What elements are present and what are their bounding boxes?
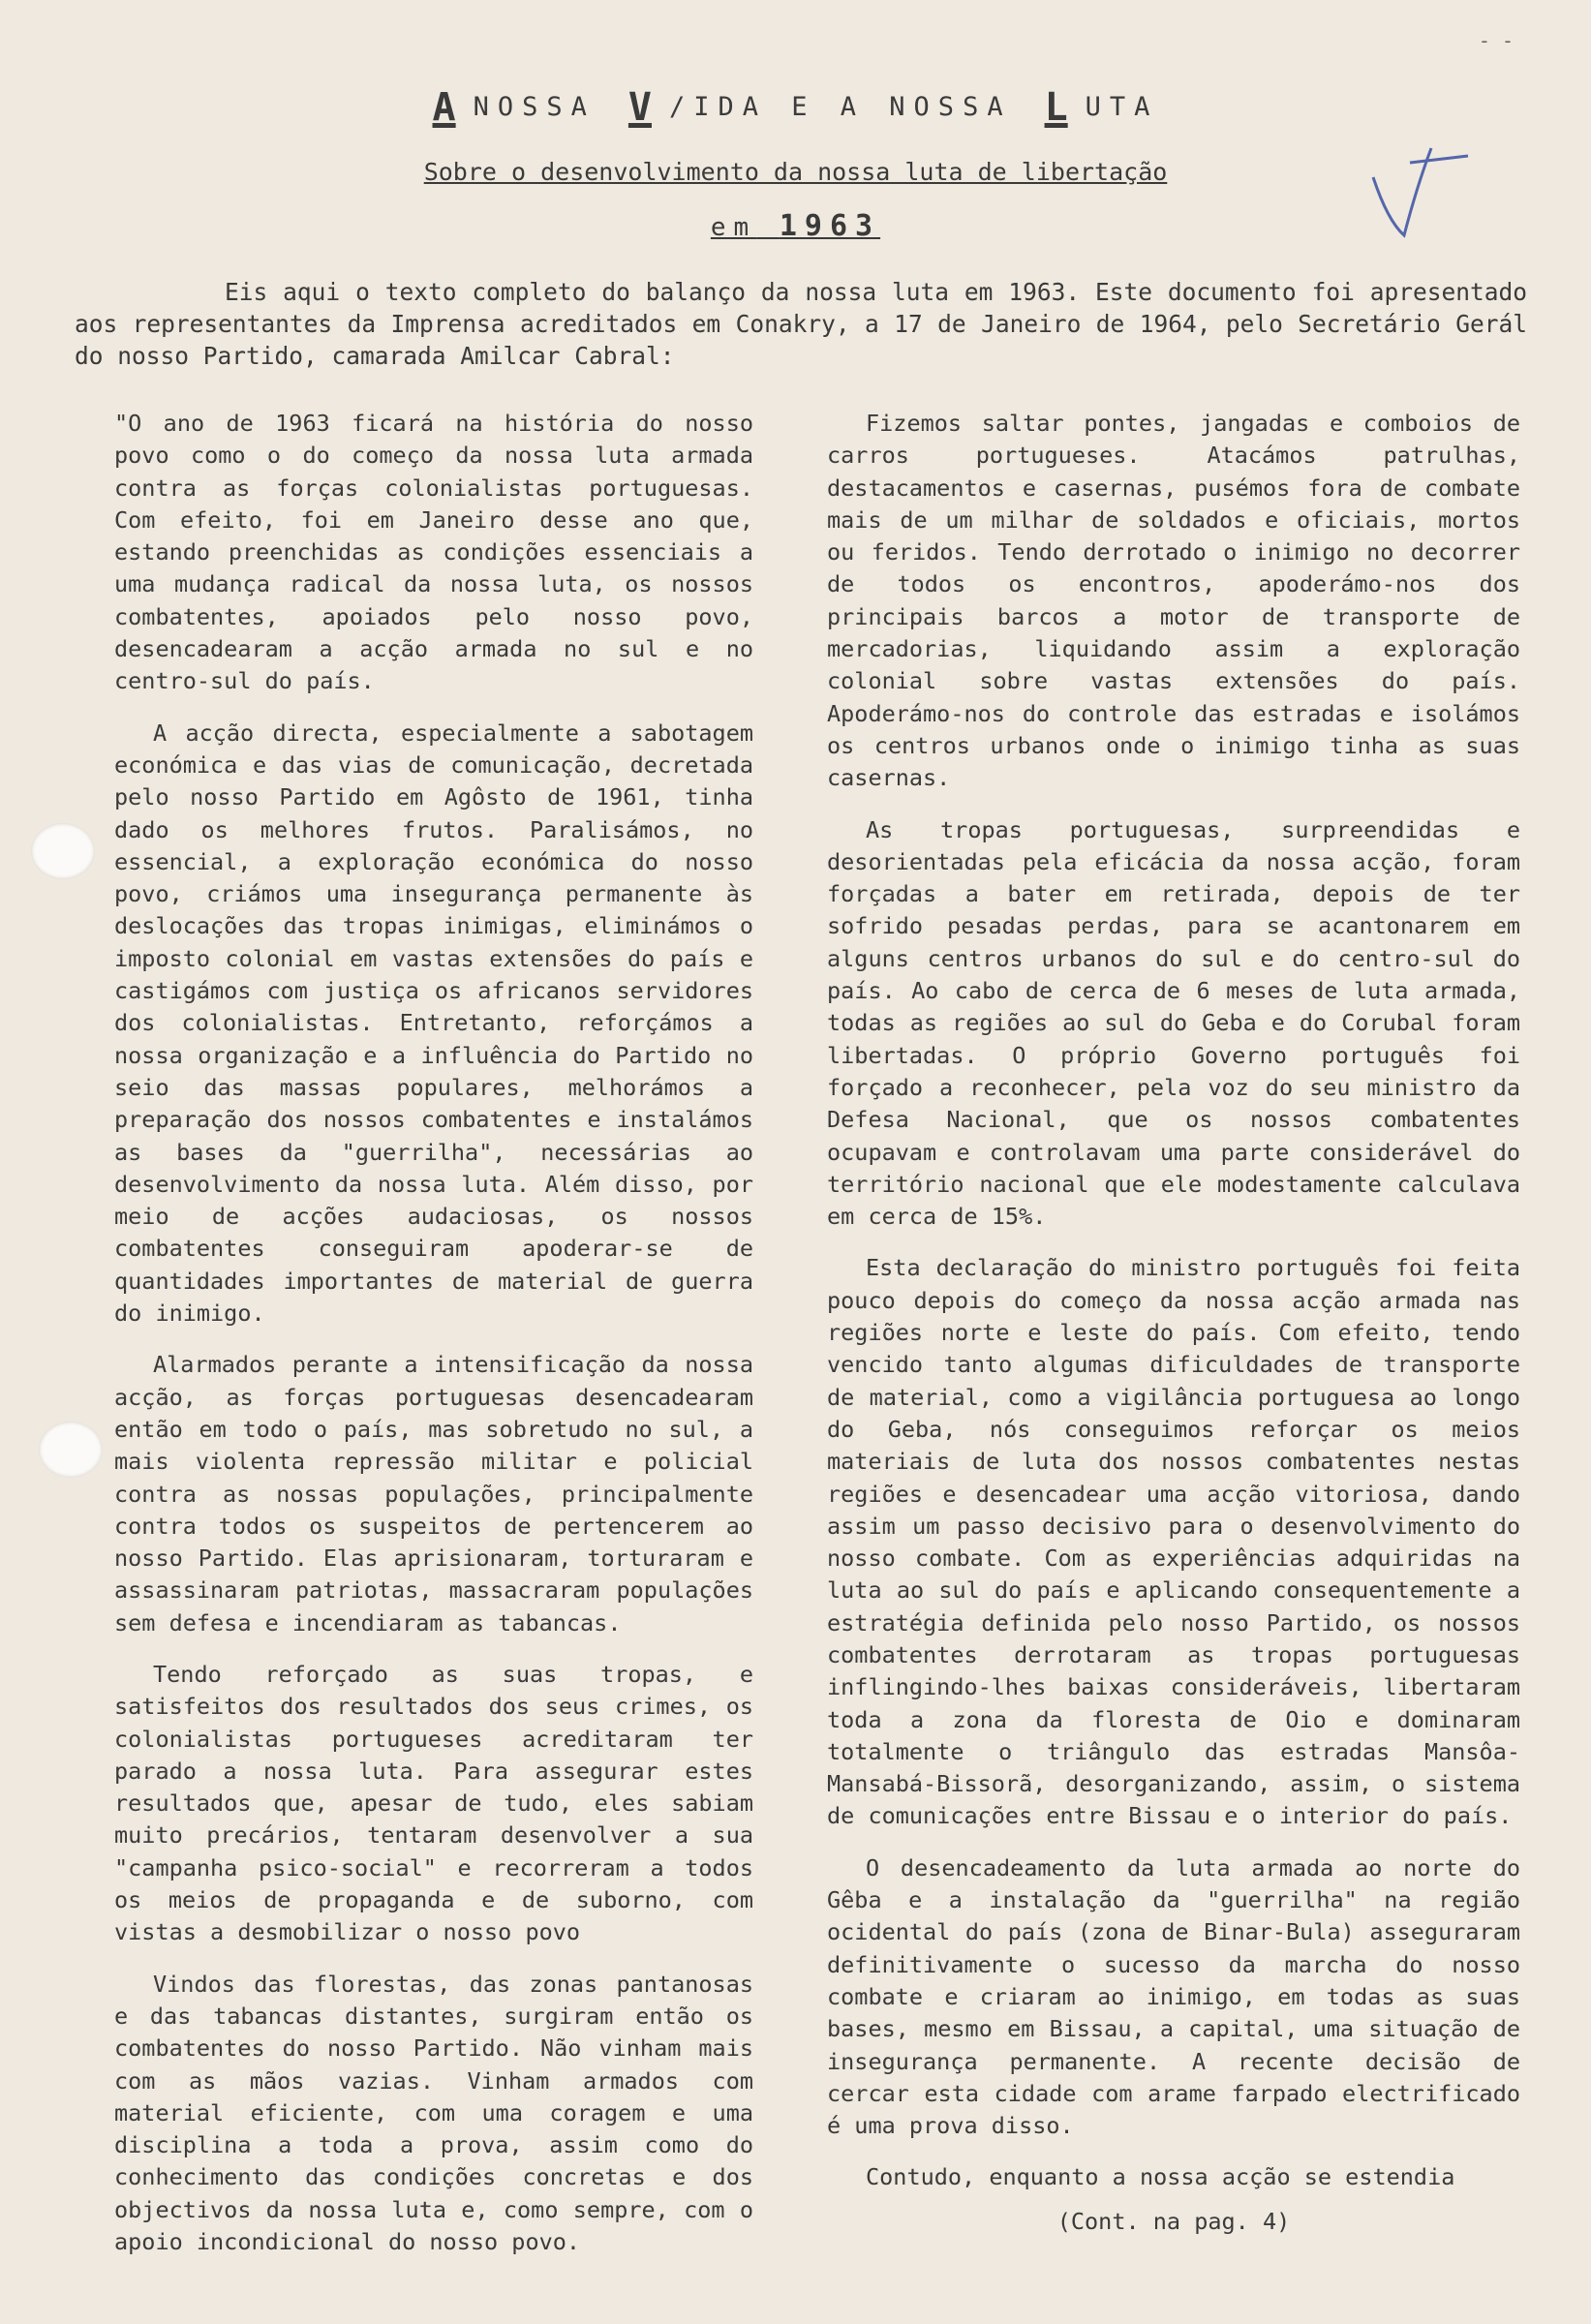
year-prefix: em [710,213,757,242]
article-year [0,209,1591,243]
masthead-word-nossa: NOSSA [473,92,596,122]
left-paragraph: Tendo reforçado as suas tropas, e satisfeitos dos resultados dos seus crimes, os colonialistas portugueses acreditaram ter parado a nossa luta. Para assegurar estes resultados que, apesar de tudo, eles sabiam muito precários, tentaram desenvolver a sua "campanha psico-social" e recorreram a todos os meios de propaganda e de suborno, com vistas a desmobilizar o nosso povo [114,1660,753,1946]
corner-mark: - - [1478,29,1514,52]
masthead-initial-l: L [1044,85,1068,130]
right-paragraph: Fizemos saltar pontes, jangadas e comboios de carros portugueses. Atacámos patrulhas, destacamentos e casernas, pusémos fora de combate mais de um milhar de soldados e oficiais, mortos ou feridos. Tendo derrotado o inimigo no decorrer de todos os encontros, apoderámo-nos dos principais barcos a motor de transporte de mercadorias, liquidando assim a exploração colonial sobre vastas extensões do país. Apoderámo-nos do controle das estradas e isolámos os centros urbanos onde o inimigo tinha as suas casernas. [827,410,1520,792]
left-paragraph: A acção directa, especialmente a sabotagem económica e das vias de comunicação, decretada pelo nosso Partido em Agôsto de 1961, tinha dado os melhores frutos. Paralisámos, no essencial, a exploração económica do nosso povo, criámos uma insegurança permanente às deslocações das tropas inimigas, eliminámos o imposto colonial em vastas extensões do país e castigámos com justiça os africanos servidores dos colonialistas. Entretanto, reforçámos a nossa organização e a influência do Partido no seio das massas populares, melhorámos a preparação dos nossos combatentes e instalámos as bases da "guerrilha", necessárias ao desenvolvimento da nossa luta. Além disso, por meio de acções audaciosas, os nossos combatentes conseguiram apoderar-se de quantidades importantes de material de guerra do inimigo. [114,719,753,1328]
year-value: 1963 [779,209,881,243]
article-subtitle: Sobre o desenvolvimento da nossa luta de libertação [423,158,1168,186]
intro-paragraph: Eis aqui o texto completo do balanço da nossa luta em 1963. Este documento foi apresentado aos representantes da Imprensa acreditados em Conakry, a 17 de Janeiro de 1964, pelo Secretário Gerál do nosso Partido, camarada Amilcar Cabral: [75,278,1527,370]
right-paragraph: Esta declaração do ministro português foi feita pouco depois do começo da nossa acção armada nas regiões norte e leste do país. Com efeito, tendo vencido tanto algumas dificuldades de transporte de material, como a vigilância portuguesa ao longo do Geba, nós conseguimos reforçar os meios materiais de luta dos nossos combatentes nestas regiões e desencadear uma acção vitoriosa, dando assim um passo decisivo para o desenvolvimento do nosso combate. Com as experiências adquiridas na luta ao sul do país e aplicando consequentemente a estratégia definida pelo nosso Partido, os nossos combatentes derrotaram as tropas portuguesas inflingindo-lhes baixas consideráveis, libertaram toda a zona da floresta de Oio e dominaram totalmente o triângulo das estradas Mansôa-Mansabá-Bissorã, desorganizando, assim, o sistema de comunicações entre Bissau e o interior do país. [827,1254,1520,1830]
masthead-initial-v: V [627,85,652,130]
masthead-title [0,85,1591,130]
masthead-word-vida: /IDA E A NOSSA [669,92,1012,122]
punch-hole [39,1422,103,1478]
left-paragraph: Vindos das florestas, das zonas pantanosas e das tabancas distantes, surgiram então os combatentes do nosso Partido. Não vinham mais com as mãos vazias. Vinham armados com material eficiente, com uma coragem e uma disciplina a toda a prova, assim como do conhecimento das condições concretas e dos objectivos da nossa luta e, como sempre, com o apoio incondicional do nosso povo. [114,1970,753,2256]
left-column [114,408,753,2278]
punch-hole [31,823,95,879]
right-paragraph: As tropas portuguesas, surpreendidas e desorientadas pela eficácia da nossa acção, foram forçadas a bater em retirada, depois de ter sofrido pesadas perdas, para se acantonarem em alguns centros urbanos do sul e do centro-sul do país. Ao cabo de cerca de 6 meses de luta armada, todas as regiões ao sul do Geba e do Corubal foram libertadas. O próprio Governo português foi forçado a reconhecer, pela voz do seu ministro da Defesa Nacional, que os nossos combatentes ocupavam e controlavam uma parte considerável do território nacional que ele modestamente calculava em cerca de 15%. [827,815,1520,1231]
masthead-initial-a: A [432,85,456,130]
continuation-note: (Cont. na pag. 4) [1056,2207,1291,2235]
handwritten-check-mark [1363,129,1470,245]
masthead-word-luta: UTA [1085,92,1159,122]
right-column [827,408,1520,2238]
right-paragraph: O desencadeamento da luta armada ao norte do Gêba e a instalação da "guerrilha" na região ocidental do país (zona de Binar-Bula) asseguraram definitivamente o sucesso da marcha do nosso combate e criaram ao inimigo, em todas as suas bases, mesmo em Bissau, a capital, uma situação de insegurança permanente. A recente decisão de cercar esta cidade com arame farpado electrificado é uma prova disso. [827,1853,1520,2140]
left-paragraph: Alarmados perante a intensificação da nossa acção, as forças portuguesas desencadearam então em todo o país, mas sobretudo no sul, a mais violenta repressão militar e policial contra as nossas populações, principalmente contra todos os suspeitos de pertencerem ao nosso Partido. Elas aprisionaram, torturaram e assassinaram patriotas, massacraram populações sem defesa e incendiaram as tabancas. [114,1351,753,1636]
right-paragraph: Contudo, enquanto a nossa acção se estendia [866,2163,1455,2191]
left-paragraph: "O ano de 1963 ficará na história do nosso povo como o do começo da nossa luta armada contra as forças colonialistas portuguesas. Com efeito, foi em Janeiro desse ano que, estando preenchidas as condições essenciais a uma mudança radical da nossa luta, os nossos combatentes, apoiados pelo nosso povo, desencadearam a acção armada no sul e no centro-sul do país. [114,410,753,695]
